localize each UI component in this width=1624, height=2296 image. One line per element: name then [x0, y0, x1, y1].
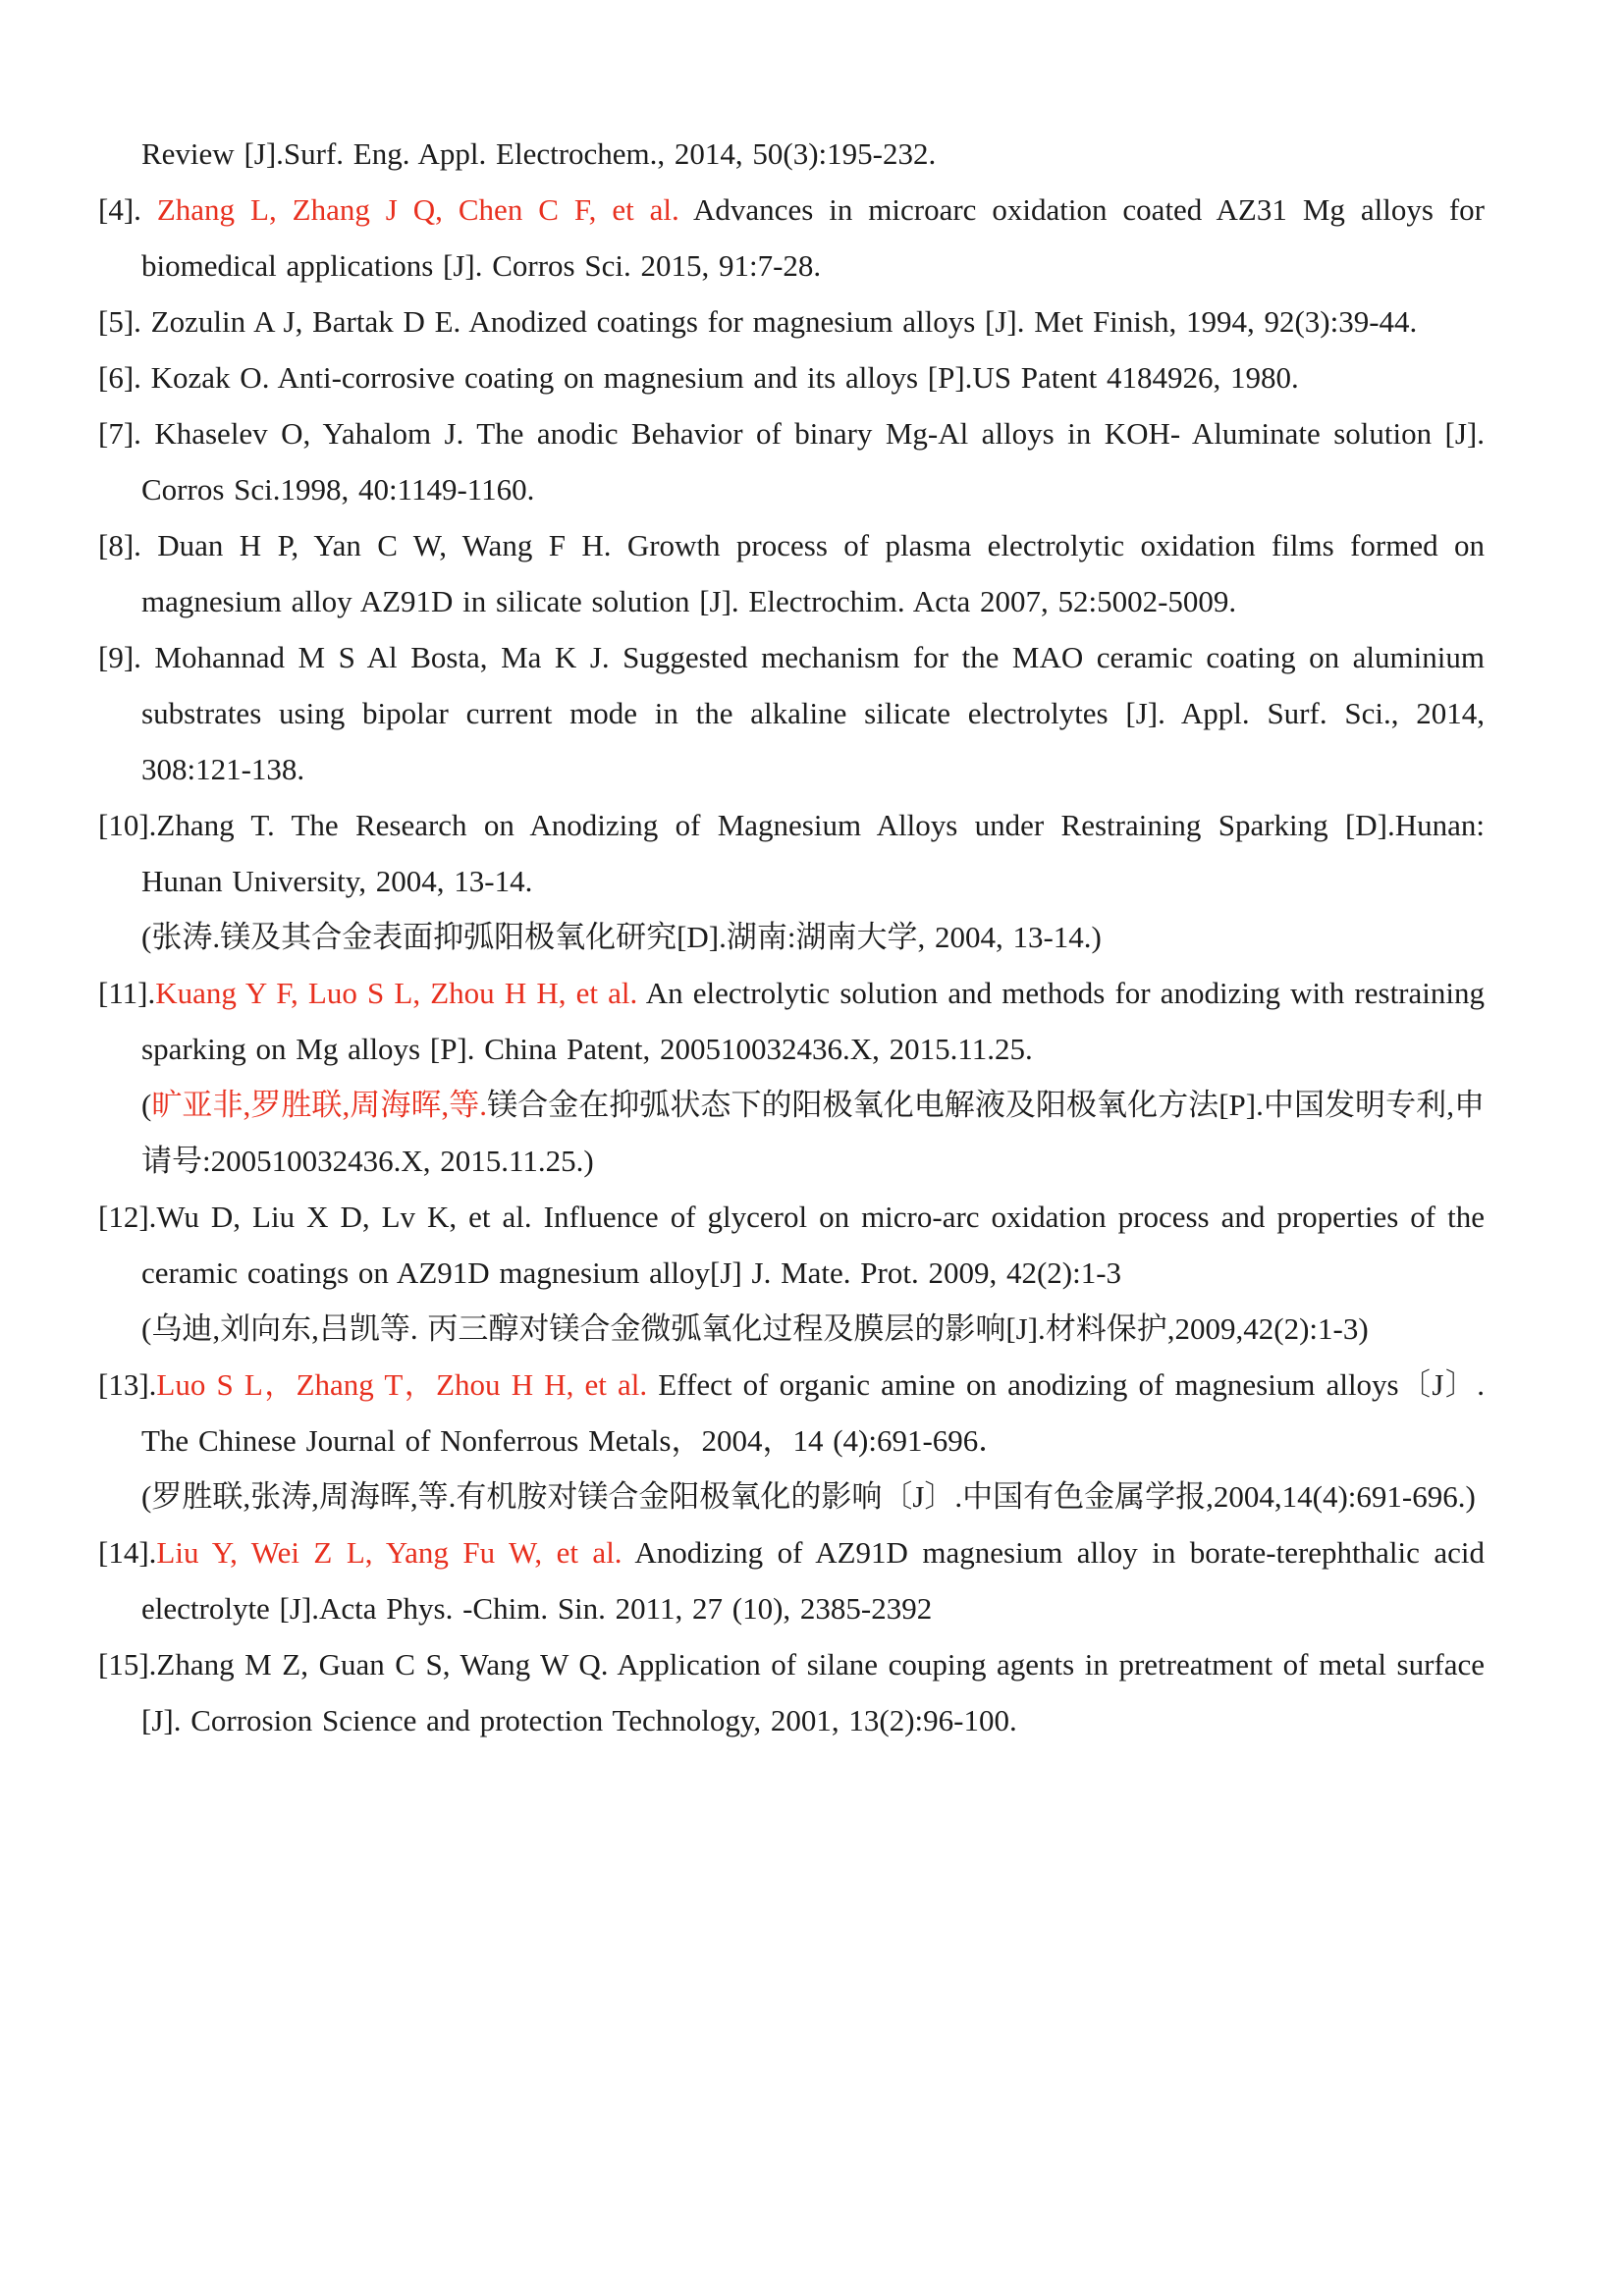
reference-item	[98, 629, 1485, 797]
reference-text: Zozulin A J, Bartak D E. Anodized coatings for magnesium alloys [J]. Met Finish, 1994, 92(3):39-44.	[150, 304, 1418, 339]
reference-number-label: [9].	[98, 640, 155, 674]
reference-authors-highlighted: Liu Y, Wei Z L, Yang Fu W, et al.	[156, 1535, 623, 1570]
reference-authors-highlighted: Zhang L, Zhang J Q, Chen C F, et al.	[156, 192, 679, 227]
reference-text: (张涛.镁及其合金表面抑弧阳极氧化研究[D].湖南:湖南大学, 2004, 13-14.)	[141, 920, 1102, 954]
reference-text: Effect of organic amine on anodizing of magnesium alloys〔J〕. The Chinese Journal of Nonferrous Metals，2004，14 (4):691-696．	[141, 1367, 1486, 1458]
reference-text: Review [J].Surf. Eng. Appl. Electrochem., 2014, 50(3):195-232.	[141, 136, 937, 171]
reference-item	[98, 405, 1485, 517]
reference-number-label: [5].	[98, 304, 151, 339]
reference-text: (乌迪,刘向东,吕凯等. 丙三醇对镁合金微弧氧化过程及膜层的影响[J].材料保护,2009,42(2):1-3)	[141, 1311, 1369, 1346]
reference-number-label: [12].	[98, 1200, 157, 1234]
reference-item	[98, 294, 1485, 349]
reference-text: Zhang M Z, Guan C S, Wang W Q. Application of silane couping agents in pretreatment of metal surface [J]. Corrosion Science and protection Technology, 2001, 13(2):96-100.	[141, 1647, 1485, 1737]
reference-text: Khaselev O, Yahalom J. The anodic Behavior of binary Mg-Al alloys in KOH- Aluminate solution [J]. Corros Sci.1998, 40:1149-1160.	[141, 416, 1485, 507]
reference-number-label: [8].	[98, 528, 158, 562]
reference-item	[98, 797, 1485, 965]
reference-continuation-line	[98, 126, 1485, 182]
reference-number-label: [14].	[98, 1535, 157, 1570]
reference-authors-highlighted: 旷亚非,罗胜联,周海晖,等.	[151, 1088, 488, 1122]
reference-item	[98, 1189, 1485, 1357]
reference-item	[98, 349, 1485, 405]
reference-text: Mohannad M S Al Bosta, Ma K J. Suggested mechanism for the MAO ceramic coating on aluminium substrates using bipolar current mode in the alkaline silicate electrolytes [J]. Appl. Surf. Sci., 2014, 308:121-138.	[141, 640, 1485, 786]
reference-text: Anodizing of AZ91D magnesium alloy in borate-terephthalic acid electrolyte [J].Acta Phys. -Chim. Sin. 2011, 27 (10), 2385-2392	[141, 1535, 1485, 1626]
reference-item	[98, 182, 1485, 294]
reference-item	[98, 517, 1485, 629]
reference-text: 镁合金在抑弧状态下的阳极氧化电解液及阳极氧化方法[P].中国发明专利,申请号:200510032436.X, 2015.11.25.)	[141, 1088, 1486, 1178]
reference-item	[98, 1357, 1485, 1524]
reference-text: Advances in microarc oxidation coated AZ31 Mg alloys for biomedical applications [J]. Corros Sci. 2015, 91:7-28.	[141, 192, 1485, 283]
references-list	[98, 126, 1485, 1748]
reference-number-label: [7].	[98, 416, 155, 451]
reference-text: Zhang T. The Research on Anodizing of Magnesium Alloys under Restraining Sparking [D].Hunan: Hunan University, 2004, 13-14.	[141, 808, 1485, 898]
reference-text: Kozak O. Anti-corrosive coating on magnesium and its alloys [P].US Patent 4184926, 1980.	[150, 360, 1299, 395]
reference-text: Duan H P, Yan C W, Wang F H. Growth process of plasma electrolytic oxidation films formed on magnesium alloy AZ91D in silicate solution [J]. Electrochim. Acta 2007, 52:5002-5009.	[141, 528, 1485, 618]
reference-number-label: [11].	[98, 976, 156, 1010]
reference-number-label: [4].	[98, 192, 157, 227]
reference-item	[98, 1524, 1485, 1636]
reference-text: An electrolytic solution and methods for anodizing with restraining sparking on Mg alloys [P]. China Patent, 200510032436.X, 2015.11.25.	[141, 976, 1485, 1066]
reference-text: (罗胜联,张涛,周海晖,等.有机胺对镁合金阳极氧化的影响〔J〕.中国有色金属学报,2004,14(4):691-696.)	[141, 1479, 1476, 1514]
reference-text: (	[141, 1088, 152, 1122]
reference-text: Wu D, Liu X D, Lv K, et al. Influence of glycerol on micro-arc oxidation process and properties of the ceramic coatings on AZ91D magnesium alloy[J] J. Mate. Prot. 2009, 42(2):1-3	[141, 1200, 1485, 1290]
reference-number-label: [15].	[98, 1647, 157, 1682]
reference-number-label: [6].	[98, 360, 151, 395]
reference-number-label: [13].	[98, 1367, 157, 1402]
reference-authors-highlighted: Kuang Y F, Luo S L, Zhou H H, et al.	[155, 976, 638, 1010]
reference-authors-highlighted: Luo S L，Zhang T，Zhou H H, et al.	[156, 1367, 648, 1402]
reference-number-label: [10].	[98, 808, 157, 842]
reference-item	[98, 965, 1485, 1189]
reference-item	[98, 1636, 1485, 1748]
